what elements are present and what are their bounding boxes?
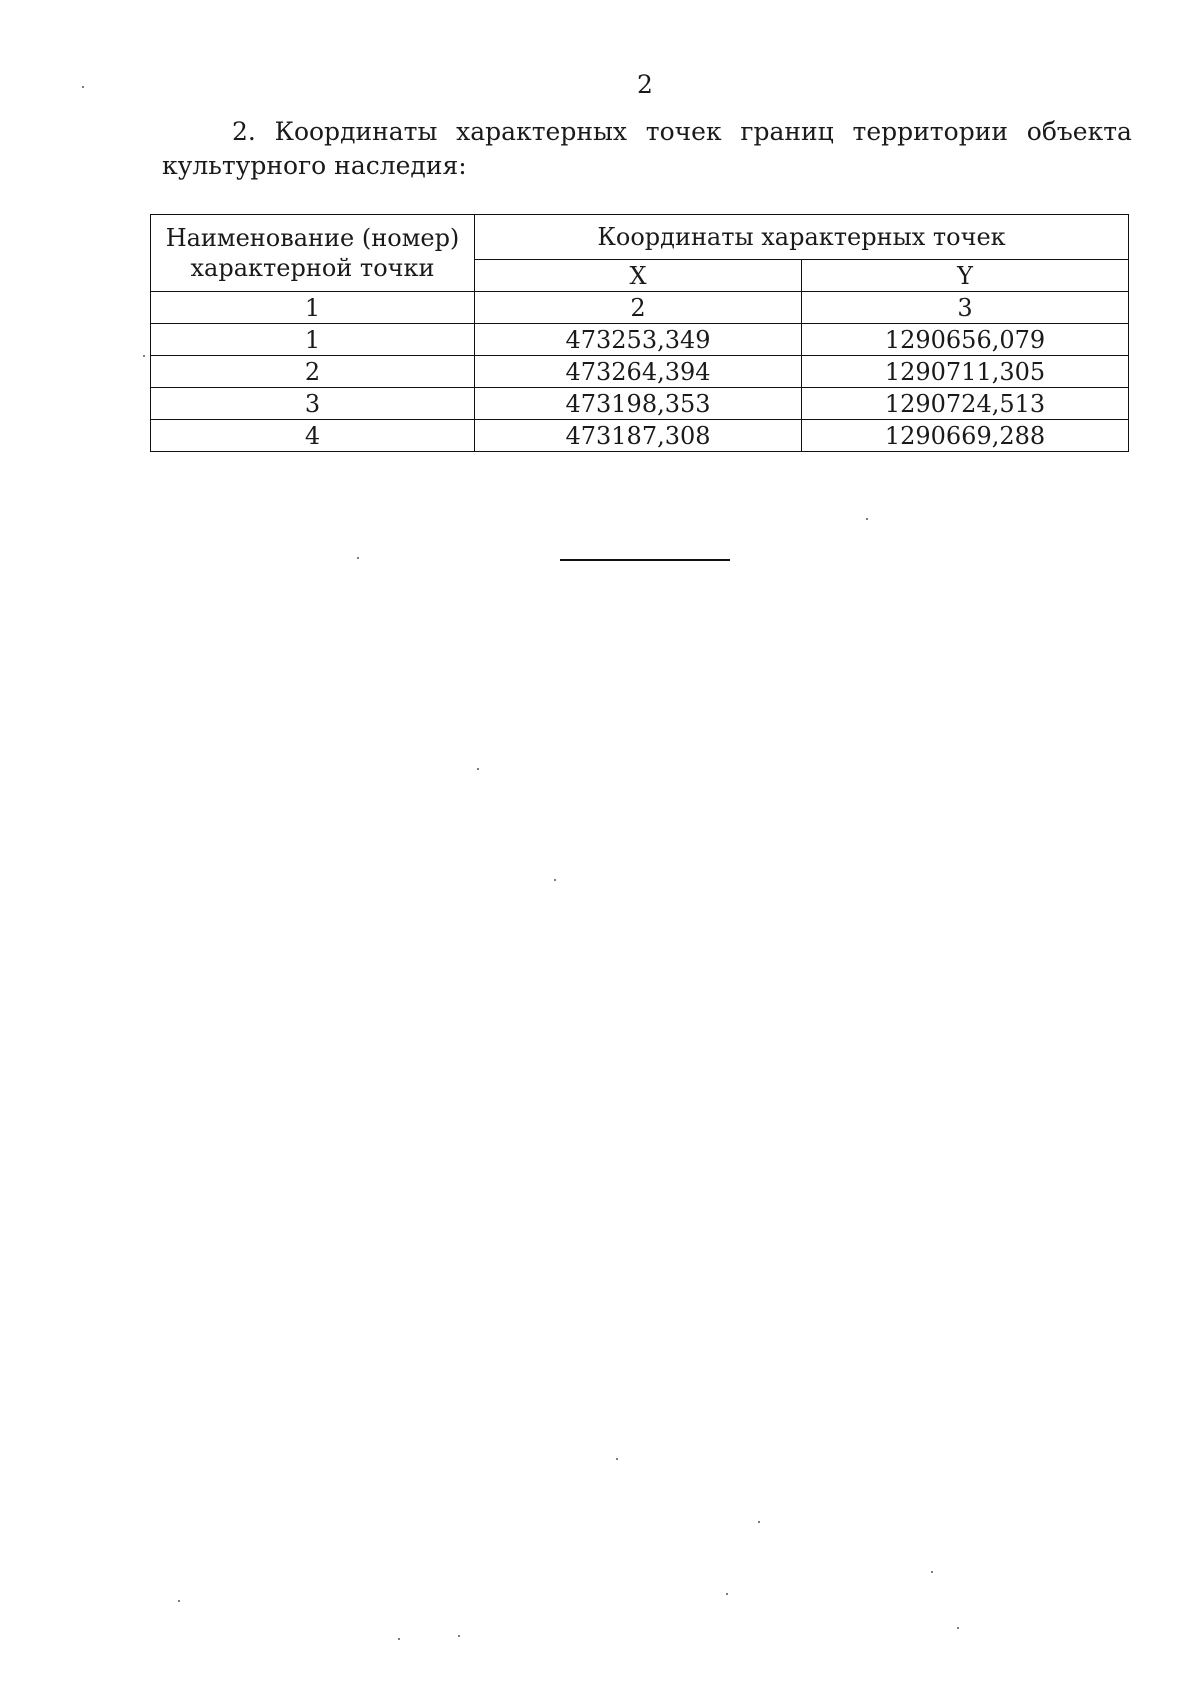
header-point-name: Наименование (номер) характерной точки	[151, 215, 475, 292]
header-coordinates-group: Координаты характерных точек	[475, 215, 1129, 260]
scan-speck	[931, 1571, 933, 1573]
point-number-cell: 1	[151, 324, 475, 356]
x-coordinate-cell: 473253,349	[475, 324, 802, 356]
point-number-cell: 2	[151, 356, 475, 388]
point-number-cell: 4	[151, 420, 475, 452]
paragraph-word: объекта	[1026, 117, 1132, 146]
paragraph-line-2: культурного наследия:	[162, 151, 467, 180]
x-coordinate-cell: 473187,308	[475, 420, 802, 452]
y-coordinate-cell: 1290711,305	[802, 356, 1129, 388]
scan-speck	[866, 518, 868, 520]
y-coordinate-cell: 1290724,513	[802, 388, 1129, 420]
column-number-row	[151, 292, 1129, 324]
table-row	[151, 420, 1129, 452]
scan-speck	[726, 1593, 728, 1595]
paragraph-word: Координаты	[274, 117, 438, 146]
closing-rule	[560, 559, 730, 561]
table-header-row	[151, 215, 1129, 260]
coordinates-table	[150, 214, 1129, 452]
scan-speck	[616, 1458, 618, 1460]
table-row	[151, 356, 1129, 388]
scan-speck	[758, 1521, 760, 1523]
column-number: 3	[802, 292, 1129, 324]
scan-speck	[82, 86, 84, 88]
scan-speck	[458, 1635, 460, 1637]
header-y: Y	[802, 260, 1129, 292]
x-coordinate-cell: 473198,353	[475, 388, 802, 420]
scan-speck	[554, 879, 556, 881]
page-number: 2	[637, 70, 653, 99]
scan-speck	[477, 768, 479, 770]
paragraph-word: границ	[740, 117, 834, 146]
column-number: 1	[151, 292, 475, 324]
y-coordinate-cell: 1290656,079	[802, 324, 1129, 356]
column-number: 2	[475, 292, 802, 324]
paragraph-word: 2.	[232, 117, 256, 146]
section-paragraph	[162, 115, 1132, 183]
table-row	[151, 324, 1129, 356]
point-number-cell: 3	[151, 388, 475, 420]
paragraph-word: характерных	[456, 117, 627, 146]
header-x: X	[475, 260, 802, 292]
scan-speck	[357, 557, 359, 559]
scan-speck	[143, 355, 145, 357]
paragraph-word: точек	[645, 117, 722, 146]
y-coordinate-cell: 1290669,288	[802, 420, 1129, 452]
scan-speck	[957, 1627, 959, 1629]
paragraph-word: территории	[852, 117, 1009, 146]
scan-speck	[398, 1638, 400, 1640]
table-row	[151, 388, 1129, 420]
x-coordinate-cell: 473264,394	[475, 356, 802, 388]
paragraph-line-1	[162, 115, 1132, 149]
scan-speck	[178, 1600, 180, 1602]
